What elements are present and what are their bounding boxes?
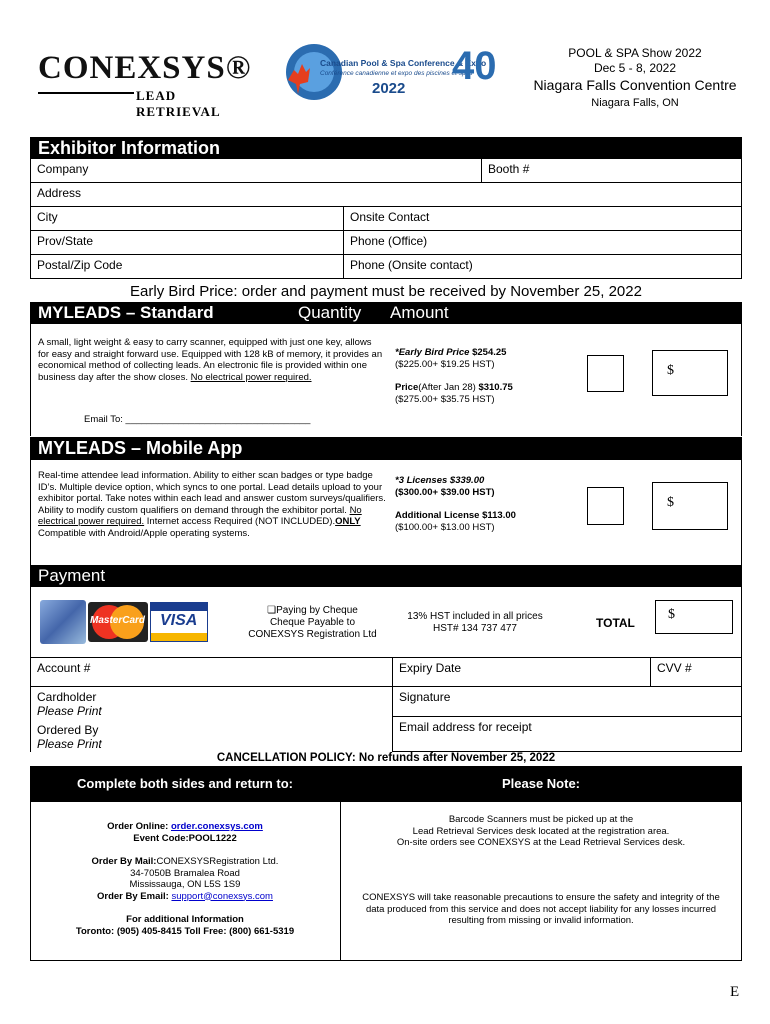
- standard-amount-input[interactable]: [652, 350, 728, 396]
- event-city: Niagara Falls, ON: [591, 97, 679, 109]
- liability-note: [345, 892, 737, 927]
- booth-label: Booth #: [488, 162, 530, 176]
- account-field[interactable]: [30, 657, 393, 687]
- mobile-quantity-input[interactable]: [587, 487, 624, 525]
- event-venue: Niagara Falls Convention Centre: [533, 77, 737, 93]
- phone-onsite-label: Phone (Onsite contact): [350, 258, 473, 272]
- signature-label: Signature: [399, 690, 451, 704]
- event-code: Event Code:POOL1222: [133, 832, 237, 844]
- quantity-heading: Quantity: [298, 303, 362, 322]
- barcode-note: [345, 814, 737, 849]
- total-amount-input[interactable]: [655, 600, 733, 634]
- cvv-field[interactable]: [650, 657, 742, 687]
- mail-order-name: CONEXSYSRegistration Ltd.: [156, 856, 279, 867]
- payment-title: Payment: [38, 566, 106, 585]
- cardholder-label: Cardholder: [37, 690, 97, 704]
- conference-year: 2022: [372, 80, 406, 97]
- phone-onsite-field[interactable]: [343, 254, 742, 279]
- anniversary-number: 40: [452, 44, 497, 88]
- regular-price-note: (After Jan 28): [418, 382, 476, 393]
- mobile-desc-power: No electrical power required.: [38, 504, 362, 527]
- address-label: Address: [37, 186, 82, 200]
- prov-state-label: Prov/State: [37, 234, 94, 248]
- company-field[interactable]: [30, 159, 482, 183]
- info-phone-numbers: Toronto: (905) 405-8415 Toll Free: (800) 661-5319: [75, 925, 295, 937]
- standard-header: [30, 302, 742, 324]
- regular-price-label: Price: [395, 382, 419, 393]
- total-dollar-sign: $: [668, 607, 675, 622]
- conference-name-en: Canadian Pool & Spa Conference & Expo: [320, 58, 487, 68]
- ordered-by-label: Ordered By: [37, 723, 99, 737]
- standard-prices: [395, 347, 575, 405]
- mobile-desc-internet: Internet access Required (NOT INCLUDED).: [144, 516, 336, 527]
- standard-email-field[interactable]: Email To: ___________________________________: [84, 414, 311, 425]
- booth-field[interactable]: [481, 159, 742, 183]
- onsite-contact-field[interactable]: [343, 206, 742, 231]
- postal-label: Postal/Zip Code: [37, 258, 123, 272]
- email-receipt-field[interactable]: [392, 716, 742, 752]
- exhibitor-title: Exhibitor Information: [38, 138, 220, 158]
- conexsys-logo: [38, 50, 253, 119]
- conference-name-fr: Conférence canadienne et expo des piscines et spas: [320, 70, 473, 77]
- phone-office-field[interactable]: [343, 230, 742, 255]
- online-order-label: Order Online:: [107, 821, 171, 832]
- standard-description: [38, 337, 384, 383]
- cheque-payable: Cheque Payable to: [269, 617, 356, 628]
- note-title: Please Note:: [501, 776, 581, 791]
- cheque-payee: CONEXSYS Registration Ltd: [248, 629, 377, 640]
- city-label: City: [37, 210, 58, 224]
- mail-address-line2: Mississauga, ON L5S 1S9: [129, 879, 241, 890]
- note-p2-line1: CONEXSYS will take reasonable precautions to ensure the safety and integrity of the: [362, 892, 720, 903]
- payment-header: [30, 565, 742, 587]
- card-logos: [40, 600, 210, 644]
- order-instructions: [34, 821, 336, 937]
- event-dates: Dec 5 - 8, 2022: [593, 61, 677, 75]
- licenses-price: *3 Licenses $339.00: [395, 475, 485, 486]
- note-p2-line2: data produced from this service and does not accept liability for any losses incurred: [365, 903, 717, 915]
- standard-quantity-input[interactable]: [587, 355, 624, 392]
- note-p2-line3: resulting from missing or invalid information.: [448, 915, 634, 926]
- mobile-amount-input[interactable]: [652, 482, 728, 530]
- mobile-title: MYLEADS – Mobile App: [38, 438, 243, 458]
- cardholder-print-note: Please Print: [37, 704, 102, 718]
- mobile-desc-compat: Compatible with Android/Apple operating systems.: [38, 527, 250, 539]
- note-p1-line3: On-site orders see CONEXSYS at the Lead Retrieval Services desk.: [396, 837, 686, 848]
- hst-note: 13% HST included in all prices: [407, 611, 543, 622]
- return-header: [30, 766, 340, 802]
- postal-field[interactable]: [30, 254, 344, 279]
- visa-logo: [150, 602, 208, 642]
- regular-price-detail: ($275.00+ $35.75 HST): [395, 393, 495, 405]
- hst-number: HST# 134 737 477: [433, 623, 517, 634]
- expiry-field[interactable]: [392, 657, 651, 687]
- standard-title: MYLEADS – Standard: [38, 303, 214, 322]
- cardholder-field[interactable]: [30, 686, 393, 721]
- total-label: TOTAL: [596, 616, 635, 630]
- signature-field[interactable]: [392, 686, 742, 717]
- licenses-price-detail: ($300.00+ $39.00 HST): [395, 486, 495, 498]
- cvv-label: CVV #: [657, 661, 692, 675]
- company-label: Company: [37, 162, 89, 176]
- standard-desc-power: No electrical power required.: [190, 371, 312, 383]
- ordered-by-field[interactable]: [30, 720, 393, 752]
- email-order-link[interactable]: support@conexsys.com: [171, 890, 273, 902]
- visa-text: VISA: [160, 612, 198, 629]
- early-bird-price-label: *Early Bird Price: [395, 347, 470, 358]
- early-bird-price-detail: ($225.00+ $19.25 HST): [395, 358, 495, 370]
- brand-name: CONEXSYS®: [38, 50, 252, 86]
- mobile-prices: [395, 475, 585, 533]
- mobile-desc-only: ONLY: [335, 516, 361, 527]
- mastercard-text: MasterCard: [90, 615, 146, 626]
- additional-license-price: Additional License $113.00: [395, 510, 516, 521]
- standard-dollar-sign: $: [667, 363, 674, 378]
- credit-card-icon: [40, 600, 86, 644]
- note-header: [340, 766, 742, 802]
- event-show: POOL & SPA Show 2022: [568, 46, 702, 60]
- standard-desc-text: A small, light weight & easy to carry scanner, equipped with just one key, allows for easy and straight forward use. Equipped with 128 kB of memory, it provides an economical method of collecting leads. An electronic file is provided within one business day after the show closes.: [38, 337, 383, 383]
- mobile-dollar-sign: $: [667, 495, 674, 510]
- section-divider: [340, 802, 341, 961]
- city-field[interactable]: [30, 206, 344, 231]
- info-title: For additional Information: [126, 914, 244, 925]
- additional-license-detail: ($100.00+ $13.00 HST): [395, 521, 495, 533]
- mail-address-line1: 34-7050B Bramalea Road: [130, 867, 240, 879]
- mail-order-label: Order By Mail:: [91, 856, 157, 867]
- account-label: Account #: [37, 661, 91, 675]
- mobile-description: [38, 470, 386, 539]
- event-info: [530, 46, 740, 112]
- regular-price-value: $310.75: [478, 382, 513, 393]
- prov-state-field[interactable]: [30, 230, 344, 255]
- cancellation-policy: CANCELLATION POLICY: No refunds after November 25, 2022: [216, 752, 556, 764]
- ordered-by-print-note: Please Print: [37, 737, 102, 751]
- return-title: Complete both sides and return to:: [77, 776, 293, 791]
- mobile-desc-text: Real-time attendee lead information. Ability to either scan badges or type badge ID’s. Multiple device option, which syncs to one portal. Lead details upload to your exhibitor portal. Take notes within each lead and answer custom surveys/qualifiers. Ability to modify custom qualifiers on demand through the exhibitor portal.: [38, 470, 386, 516]
- amount-heading: Amount: [390, 303, 449, 322]
- early-bird-notice: Early Bird Price: order and payment must be received by November 25, 2022: [130, 283, 642, 300]
- exhibitor-header: [30, 137, 742, 159]
- cheque-option[interactable]: ❏Paying by Cheque: [267, 605, 358, 616]
- brand-sub: LEAD RETRIEVAL: [134, 88, 253, 120]
- hst-info: [395, 611, 555, 635]
- mastercard-logo: [88, 602, 148, 642]
- online-order-link[interactable]: order.conexsys.com: [170, 821, 263, 832]
- onsite-contact-label: Onsite Contact: [350, 210, 430, 224]
- expiry-label: Expiry Date: [399, 661, 462, 675]
- mobile-header: [30, 437, 742, 460]
- early-bird-price-value: $254.25: [472, 347, 507, 358]
- cheque-info[interactable]: [230, 605, 395, 641]
- note-p1-line2: Lead Retrieval Services desk located at the registration area.: [412, 825, 670, 837]
- address-field[interactable]: [30, 182, 742, 207]
- email-receipt-label: Email address for receipt: [399, 720, 532, 734]
- email-order-label: Order By Email:: [97, 890, 172, 902]
- note-p1-line1: Barcode Scanners must be picked up at the: [448, 814, 634, 825]
- page-letter: E: [730, 984, 740, 1000]
- conference-logo: [276, 42, 508, 102]
- phone-office-label: Phone (Office): [350, 234, 428, 248]
